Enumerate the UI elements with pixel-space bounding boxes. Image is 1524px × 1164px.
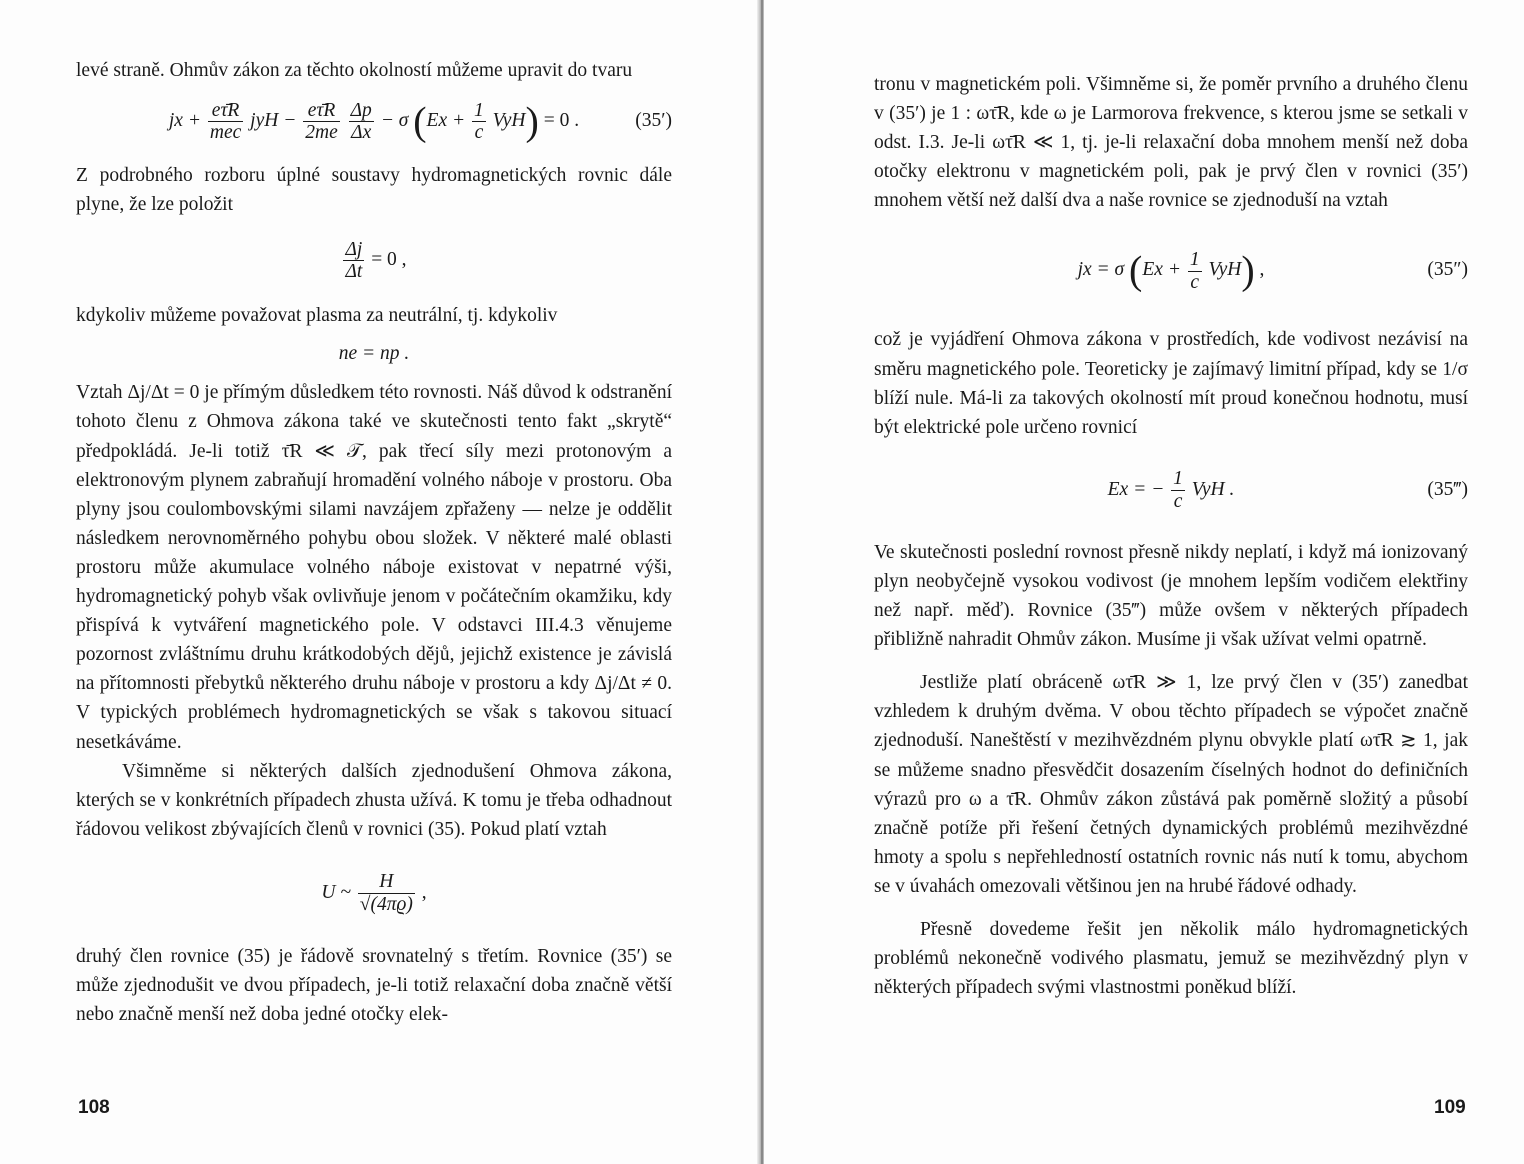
fraction: $\frac{e\taūR}{\text{mec}}$ [209, 99, 242, 144]
paragraph: kdykoliv můžeme považovat plasma za neutrální, tj. kdykoliv [76, 305, 558, 327]
paragraph: Všimněme si některých dalších zjednodušení Ohmova zákona, kterých se v konkrétních případech zhusta užívá. K tomu je třeba odhadnout řádovou velikost zbývajících členů v rovnici (35). Pokud platí vztah [76, 760, 672, 840]
paragraph: Ve skutečnosti poslední rovnost přesně nikdy neplatí, i když má ionizovaný plyn neobyčejně vysokou vodivost (je mnohem lepším vodičem elektřiny než např. měď). Rovnice (35‴) může ovšem v některých případech přibližně nahradit Ohmův zákon. Musíme ji však užívat velmi opatrně. [874, 541, 1468, 651]
equation-number: (35″) [1427, 259, 1468, 281]
page-number: 108 [78, 1097, 110, 1118]
left-text-column [76, 56, 672, 1029]
right-text-column [874, 70, 1468, 1002]
fraction: $\frac{1}{c}$ [1173, 468, 1183, 512]
paragraph: Přesně dovedeme řešit jen několik málo hydromagnetických problémů nekonečně vodivého plasmatu, jemuž se mezihvězdný plyn v některých případech svými vlastnostmi poněkud blíží. [874, 918, 1468, 999]
fraction: $\frac{\Delta j}{\Delta t}$ [345, 238, 363, 283]
paragraph: druhý člen rovnice (35) je řádově srovnatelný s třetím. Rovnice (35′) se může zjednodušit ve dvou případech, je-li totiž relaxační doba značně větší nebo značně menší než doba jedné otočky elek- [76, 945, 672, 1026]
paragraph: což je vyjádření Ohmova zákona v prostředích, kde vodivost nezávisí na směru magnetického pole. Teoreticky je zajímavý limitní případ, kdy se 1/σ blíží nule. Má-li za takových okolností mít proud konečnou hodnotu, musí být elektrické pole určeno rovnicí [874, 329, 1468, 438]
fraction: $\frac{H}{√(4\pi ϱ)}$ [359, 871, 413, 915]
right-page [764, 0, 1524, 1164]
left-page [0, 0, 760, 1164]
equation-densities: ne = np . [338, 343, 410, 365]
fraction: $\frac{\Delta p}{\Delta x}$ [350, 99, 372, 144]
fraction: $\frac{1}{c}$ [474, 99, 484, 144]
fraction: $\frac{1}{c}$ [1189, 249, 1200, 293]
equation-35-triple-prime: Ex = − $\frac{1}{c}$ VyH . (35‴) [874, 442, 1468, 538]
paragraph: Jestliže platí obráceně ωτ̄R ≫ 1, lze prvý člen v (35′) zanedbat vzhledem k druhým dvěma. V obou těchto případech se výpočet značně zjednoduší. Naneštěstí v mezihvězdném plynu obvykle platí ωτ̄R ≳ 1, jak se můžeme snadno přesvědčit dosazením číselných hodnot do definičních výrazů pro ω a τ̄R. Ohmův zákon zůstává pak poměrně složitý a působí značně potíže při řešení četných dynamických problémů mezihvězdné hmoty a spolu s nepřehledností ostatních rovnic nás nutí k tomu, abychom se v úvahách omezovali většinou jen na hrubé řádové odhady. [874, 672, 1468, 897]
paragraph: levé straně. Ohmův zákon za těchto okolností můžeme upravit do tvaru [76, 60, 633, 81]
equation-number: (35′) [635, 110, 672, 132]
equation-number: (35‴) [1427, 478, 1468, 500]
paragraph: tronu v magnetickém poli. Všimněme si, že poměr prvního a druhého členu v (35′) je 1 : ωτ̄R, kde ω je Larmorova frekvence, s kterou jsme se setkali v odst. I.3. Je-li ωτ̄R ≪ 1, tj. je-li relaxační doba mnohem menší než doba otočky elektronu v magnetickém poli, pak je prvý člen v rovnici (35′) mnohem větší než další dva a naše rovnice se zjednoduší na vztah [874, 74, 1468, 212]
page-number: 109 [1434, 1097, 1466, 1118]
paragraph: Vztah Δj/Δt = 0 je přímým důsledkem této rovnosti. Náš důvod k odstranění tohoto členu z Ohmova zákona také ve skutečnosti tento fakt „skrytě“ předpokládá. Je-li totiž τ̄R ≪ 𝒯, pak třecí síly mezi protonovým a elektronovým plynem zabraňují hromadění volného náboje v prostoru. Oba plyny jsou coulombovskými silami navzájem zpřaženy — nelze je oddělit následkem nerovnoměrného pohybu obou složek. V některé malé oblasti prostoru může akumulace volného náboje existovat v nepatrné výši, hydromagnetický pohyb však ovlivňuje jenom v počátečním okamžiku, kdy přispívá k vytváření magnetického pole. V odstavci III.4.3 věnujeme pozornost zvláštnímu druhu krátkodobých dějů, jejichž existence je závislá na přítomnosti přebytků některého druhu náboje v prostoru a kdy Δj/Δt ≠ 0. V typických problémech hydromagnetických se však s takovou situací nesetkáváme. [76, 382, 672, 753]
fraction: $\frac{e\taūR}{2me}$ [305, 99, 338, 144]
equation-u: U ~ $\frac{H}{√(4\pi ϱ)}$ , [321, 871, 427, 915]
equation-35-double-prime: jx = σ (Ex + $\frac{1}{c}$ VyH) , (35″) [874, 215, 1468, 325]
equation-35-prime: jx + $\frac{e\taūR}{\text{mec}}$ jyH − $\frac{e\taūR}{2me}$ $\frac{\Delta p}{\Delta x}$ − σ (Ex + $\frac{1}{c}$ VyH) = 0 . (35′) [76, 85, 672, 157]
equation-dj-dt: $\frac{\Delta j}{\Delta t}$ = 0 , [345, 238, 407, 283]
paragraph: Z podrobného rozboru úplné soustavy hydromagnetických rovnic dále plyne, že lze položit [76, 165, 672, 216]
